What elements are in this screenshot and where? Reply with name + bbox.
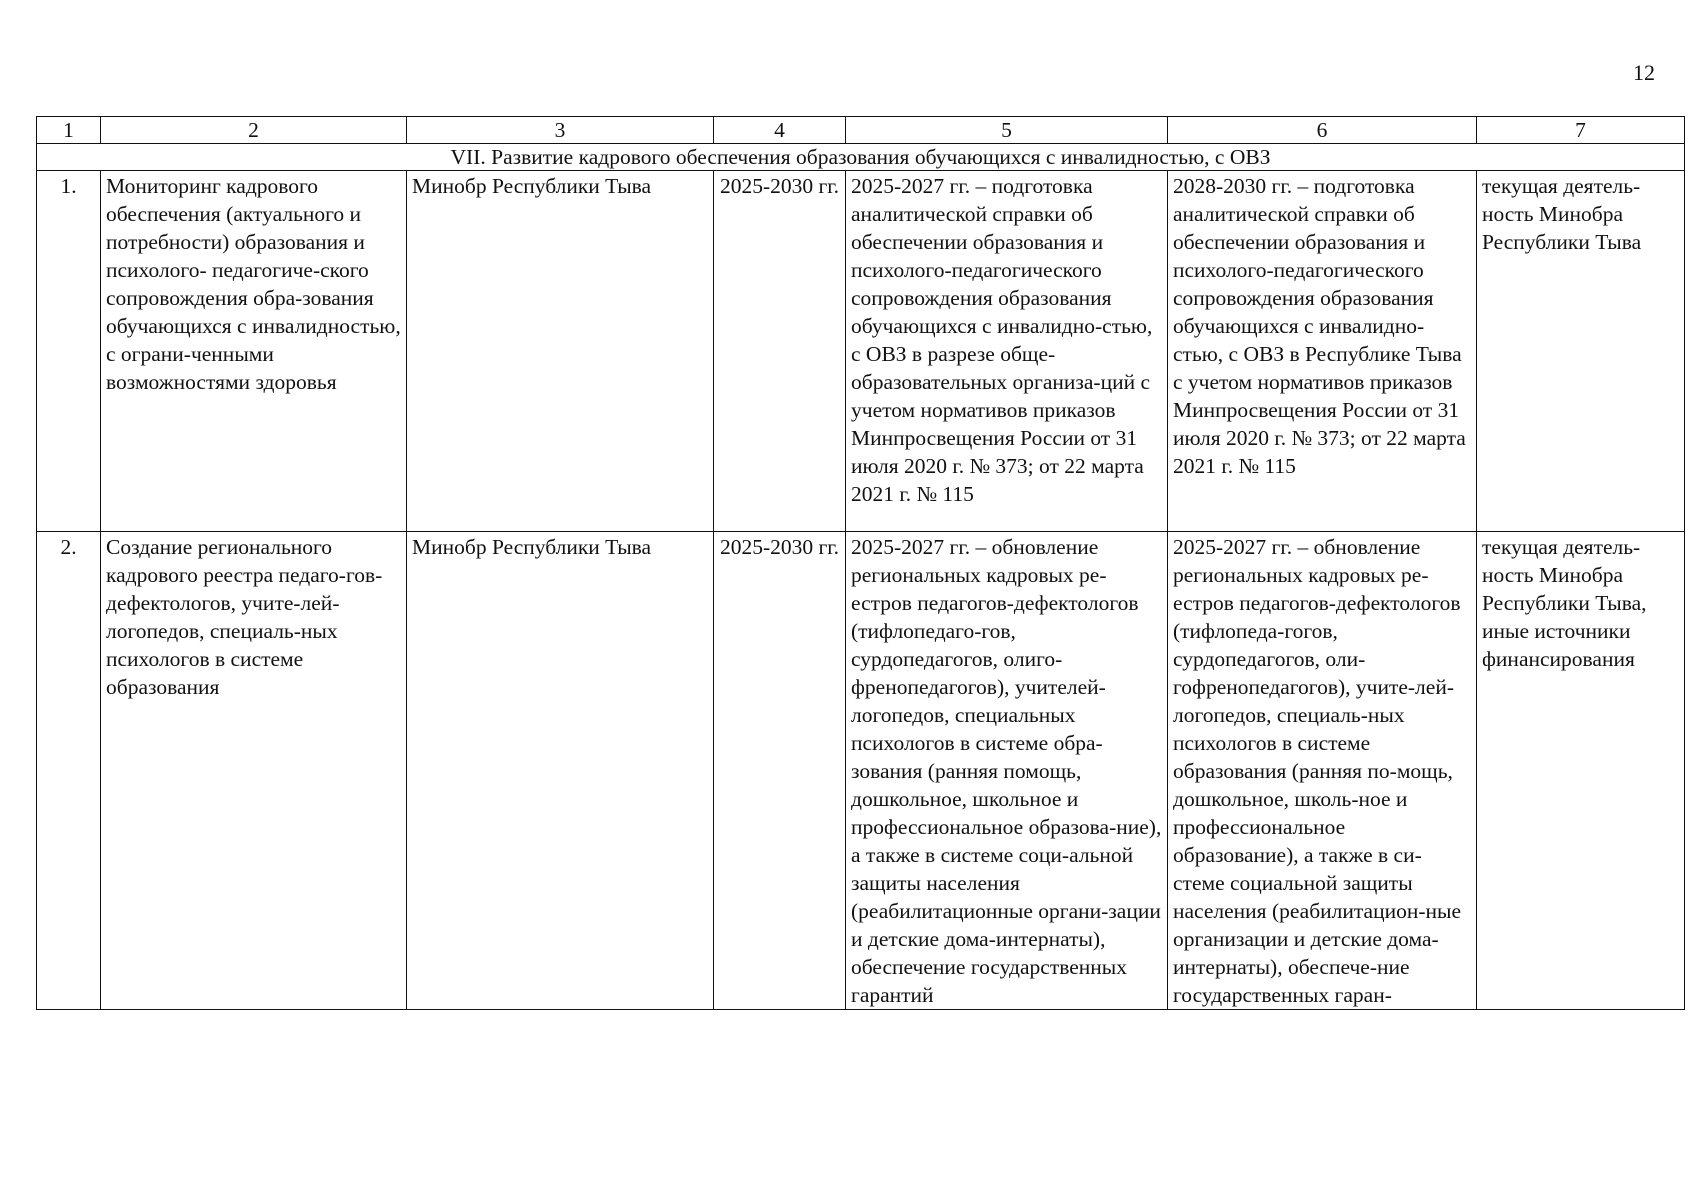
table-row	[37, 171, 1685, 532]
funding-cell: текущая деятель-ность Минобра Республики Тыва, иные источники финансирования	[1477, 532, 1685, 1010]
table-row	[37, 532, 1685, 1010]
column-header: 4	[714, 117, 846, 144]
period-cell: 2025-2030 гг.	[714, 171, 846, 532]
result-cell-first-stage: 2025-2027 гг. – подготовка аналитической справки об обеспечении образования и психолого-педагогического сопровождения образования обучающихся с инвалидно-стью, с ОВЗ в разрезе обще-образовательных организа-ций с учетом нормативов приказов Минпросвещения России от 31 июля 2020 г. № 373; от 22 марта 2021 г. № 115	[846, 171, 1168, 532]
section-title: VII. Развитие кадрового обеспечения образования обучающихся с инвалидностью, с ОВЗ	[37, 144, 1685, 171]
column-header: 2	[101, 117, 407, 144]
section-row	[37, 144, 1685, 171]
column-header-row	[37, 117, 1685, 144]
column-header: 6	[1168, 117, 1477, 144]
column-header: 1	[37, 117, 101, 144]
executor-cell: Минобр Республики Тыва	[407, 171, 714, 532]
result-cell-second-stage: 2025-2027 гг. – обновление региональных кадровых ре-естров педагогов-дефектологов (тифлопеда-гогов, сурдопедагогов, оли-гофренопедагогов), учите-лей-логопедов, специаль-ных психологов в системе образования (ранняя по-мощь, дошкольное, школь-ное и профессиональное образование), а также в си-стеме социальной защиты населения (реабилитацион-ные организации и детские дома-интернаты), обеспече-ние государственных гаран-	[1168, 532, 1477, 1010]
column-header: 5	[846, 117, 1168, 144]
funding-cell: текущая деятель-ность Минобра Республики Тыва	[1477, 171, 1685, 532]
result-cell-first-stage: 2025-2027 гг. – обновление региональных кадровых ре-естров педагогов-дефектологов (тифлопедаго-гов, сурдопедагогов, олиго-френопедагогов), учителей-логопедов, специальных психологов в системе обра-зования (ранняя помощь, дошкольное, школьное и профессиональное образова-ние), а также в системе соци-альной защиты населения (реабилитационные органи-зации и детские дома-интернаты), обеспечение государственных гарантий	[846, 532, 1168, 1010]
activity-cell: Создание регионального кадрового реестра педаго-гов-дефектологов, учите-лей-логопедов, специаль-ных психологов в системе образования	[101, 532, 407, 1010]
page-number: 12	[1633, 60, 1655, 85]
column-header: 3	[407, 117, 714, 144]
executor-cell: Минобр Республики Тыва	[407, 532, 714, 1010]
result-cell-second-stage: 2028-2030 гг. – подготовка аналитической справки об обеспечении образования и психолого-педагогического сопровождения образования обучающихся с инвалидно-стью, с ОВЗ в Республике Тыва с учетом нормативов приказов Минпросвещения России от 31 июля 2020 г. № 373; от 22 марта 2021 г. № 115	[1168, 171, 1477, 532]
row-number: 1.	[37, 171, 101, 532]
activity-cell: Мониторинг кадрового обеспечения (актуального и потребности) образования и психолого- педагогиче-ского сопровождения обра-зования обучающихся с инвалидностью, с ограни-ченными возможностями здоровья	[101, 171, 407, 532]
period-cell: 2025-2030 гг.	[714, 532, 846, 1010]
plan-table	[36, 116, 1685, 1010]
row-number: 2.	[37, 532, 101, 1010]
column-header: 7	[1477, 117, 1685, 144]
